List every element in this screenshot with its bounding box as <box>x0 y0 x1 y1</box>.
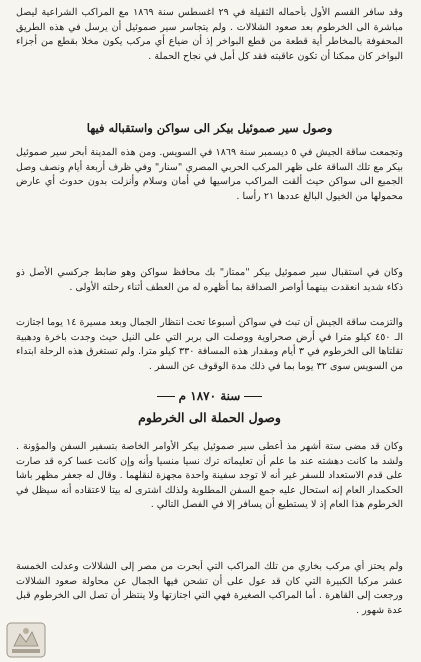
watermark-logo-icon <box>6 622 46 658</box>
year-dash-right <box>244 396 262 397</box>
paragraph-rear-guard-suez: وتجمعت ساقة الجيش في ٥ ديسمبر سنة ١٨٦٩ في السويس. ومن هذه المدينة أبحر سير صموئيل بيكر مع تلك الساقة على ظهر المركب الحربي المصري "سنار" وفي ظرف أربعة أيام ونصف وصل الجميع الى سواكن حيث ألقت المراكب مراسيها في أمان وسلام وأنزلت بدون حدوث أي عارض محمولها من الخيول البالغ عددها ٢١ رأسا . <box>16 147 403 202</box>
paragraph-march-to-berber: والتزمت ساقة الجيش أن تبث في سواكن أسبوعا تحت انتظار الجمال وبعد مسيرة ١٤ يوما اجتازت الـ ٤٥٠ كيلو مترا في أرض صحراوية ووصلت الى بربر التي على النيل حيث وجدت باخرة ودهبية تقلتاها الى الخرطوم في ٣ أيام ومقدار هذه المسافة ٣٣٠ كيلو مترا. ولم تستغرق هذه الرحلة ابتداء من السويس سوى ٣٢ يوما بما في ذلك مدة الوقوف عن السفر . <box>16 317 403 372</box>
paragraph-reception-mumtaz: وكان في استقبال سير صموئيل بيكر "ممتاز" بك محافظ سواكن وهو ضابط جركسي الأصل ذو ذكاء شديد انعقدت بينهما أواصر الصداقة بما أظهره له من العطف أثناء رحلته الأولى . <box>16 267 403 293</box>
paragraph-six-months: وكان قد مضى ستة أشهر مذ أعطى سير صموئيل بيكر الأوامر الخاصة بتسفير السفن والمؤونة . ولشد ما كانت دهشته عند ما علم أن تعليماته ترك نسيا منسيا وأنه وإن كانت عسا كره قد صارت على قدم الاستعداد للسفر غير أنه لا توجد سفينة واحدة مجهزة لنقلهما . وقال له جعفر مظهر باشا الحكمدار العام إنه استحال عليه جمع السفن المطلوبة ولذلك اشترى له بيتا لاعتقاده أنه سيظل في الخرطوم هذا العام إذ لا يستطيع أن يسافر إلا في الفصل التالي . <box>16 441 403 511</box>
year-heading-text: سنة ١٨٧٠ م <box>178 389 241 403</box>
paragraph-steamers: ولم يحتز أي مركب بخاري من تلك المراكب التي أبحرت من مصر إلى الشلالات وعدلت الخمسة عشر مركبا الكبيرة التي كان قد عول على أن تشحن فيها الجمال عن محاولة صعود الشلالات ورجعت إلى القاهرة . أما المراكب الصغيرة فهي التي اجتازتها ولا ينتظر أن تصل الى الخرطوم قبل عدة شهور . <box>16 561 403 616</box>
year-dash-left <box>157 396 175 397</box>
year-heading <box>16 388 403 404</box>
section-heading-khartoum: وصول الحملة الى الخرطوم <box>138 410 281 425</box>
section-heading-arrival-suakin: وصول سير صموئيل بيكر الى سواكن واستقباله فيها <box>86 121 333 135</box>
paragraph-first-section-departure: وقد سافر القسم الأول بأحماله الثقيلة في ٢٩ اغسطس سنة ١٨٦٩ مع المراكب الشراعية ليصل مباشرة الى الخرطوم بعد صعود الشلالات . ولم يتجاسر سير صموئيل أن يرسل في هذه الطريق المحفوفة بالمخاطر أية قطعة من قطع البواخر إذ أن ضياع أي مركب يكون مخلا بقطع من أجزاء البواخر كان ممكنا أن تكون عاقبته فقد كل أمل في نجاح الحملة . <box>16 7 403 62</box>
